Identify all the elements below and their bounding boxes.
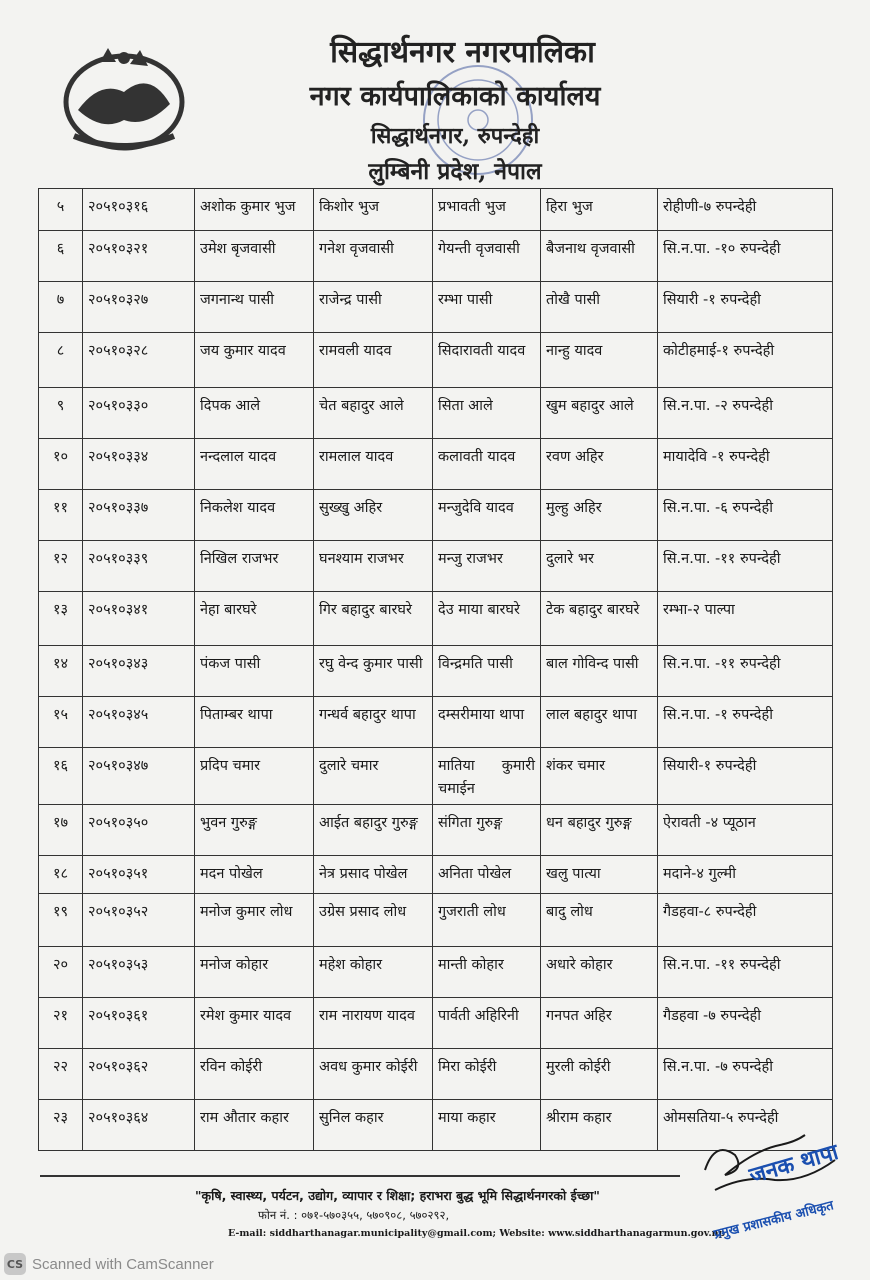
table-row [39,998,833,1049]
table-row [39,947,833,998]
cell-address: सि.न.पा. -६ रुपन्देही [658,490,833,541]
table-row [39,541,833,592]
cell-father: राजेन्द्र पासी [314,282,433,333]
footer-phone: फोन नं. : ०७१-५७०३५५, ५७०९०८, ५७०२९२, [258,1208,450,1222]
cell-id: २०५१०३४७ [83,748,195,805]
office-location: सिद्धार्थनगर, रुपन्देही [370,123,540,149]
table-row [39,894,833,947]
cell-address: सि.न.पा. -११ रुपन्देही [658,646,833,697]
cell-father: दुलारे चमार [314,748,433,805]
camscanner-logo-icon: CS [4,1253,26,1275]
cell-id: २०५१०३६४ [83,1100,195,1151]
cell-name: भुवन गुरुङ्ग [195,805,314,856]
cell-father: महेश कोहार [314,947,433,998]
cell-mother: विन्द्रमति पासी [433,646,541,697]
cell-id: २०५१०३४३ [83,646,195,697]
cell-grand: धन बहादुर गुरुङ्ग [541,805,658,856]
cell-sn: ९ [39,388,83,439]
cell-address: सि.न.पा. -१ रुपन्देही [658,697,833,748]
cell-grand: रवण अहिर [541,439,658,490]
cell-grand: हिरा भुज [541,189,658,231]
cell-grand: अधारे कोहार [541,947,658,998]
table-row [39,490,833,541]
cell-name: जय कुमार यादव [195,333,314,388]
cell-id: २०५१०३६२ [83,1049,195,1100]
cell-sn: १५ [39,697,83,748]
cell-mother: सिता आले [433,388,541,439]
cell-name: उमेश बृजवासी [195,231,314,282]
table-row [39,231,833,282]
cell-mother: कलावती यादव [433,439,541,490]
cell-address: कोटीहमाई-१ रुपन्देही [658,333,833,388]
cell-grand: श्रीराम कहार [541,1100,658,1151]
cell-name: नेहा बारघरे [195,592,314,646]
cell-name: प्रदिप चमार [195,748,314,805]
cell-address: रोहीणी-७ रुपन्देही [658,189,833,231]
cell-grand: दुलारे भर [541,541,658,592]
cell-name: निकलेश यादव [195,490,314,541]
cell-sn: १८ [39,856,83,894]
scanner-watermark [0,1248,214,1280]
cell-grand: तोखै पासी [541,282,658,333]
cell-id: २०५१०३३९ [83,541,195,592]
cell-mother: मान्ती कोहार [433,947,541,998]
cell-name: मनोज कोहार [195,947,314,998]
cell-sn: ११ [39,490,83,541]
cell-father: उग्रेस प्रसाद लोध [314,894,433,947]
cell-father: किशोर भुज [314,189,433,231]
cell-address: सि.न.पा. -७ रुपन्देही [658,1049,833,1100]
table-row [39,189,833,231]
table-row [39,805,833,856]
cell-grand: बैजनाथ वृजवासी [541,231,658,282]
cell-father: चेत बहादुर आले [314,388,433,439]
cell-address: ऐरावती -४ प्यूठान [658,805,833,856]
cell-address: रम्भा-२ पाल्पा [658,592,833,646]
cell-grand: बादु लोध [541,894,658,947]
cell-father: घनश्याम राजभर [314,541,433,592]
cell-name: दिपक आले [195,388,314,439]
cell-father: रामवली यादव [314,333,433,388]
cell-mother: पार्वती अहिरिनी [433,998,541,1049]
cell-grand: लाल बहादुर थापा [541,697,658,748]
cell-address: गैडहवा-८ रुपन्देही [658,894,833,947]
cell-sn: ५ [39,189,83,231]
cell-sn: २० [39,947,83,998]
cell-mother: प्रभावती भुज [433,189,541,231]
cell-father: गनेश वृजवासी [314,231,433,282]
cell-name: रमेश कुमार यादव [195,998,314,1049]
cell-address: सियारी -१ रुपन्देही [658,282,833,333]
cell-father: गन्धर्व बहादुर थापा [314,697,433,748]
cell-address: सियारी-१ रुपन्देही [658,748,833,805]
cell-id: २०५१०३२७ [83,282,195,333]
cell-sn: २२ [39,1049,83,1100]
cell-father: अवध कुमार कोईरी [314,1049,433,1100]
cell-sn: १६ [39,748,83,805]
table-row [39,1049,833,1100]
cell-sn: २१ [39,998,83,1049]
footer-motto: "कृषि, स्वास्थ्य, पर्यटन, उद्योग, व्यापार र शिक्षा; हराभरा बुद्ध भूमि सिद्धार्थनगरको ईच्छा" [195,1188,600,1203]
cell-name: रविन कोईरी [195,1049,314,1100]
cell-address: सि.न.पा. -२ रुपन्देही [658,388,833,439]
office-title: नगर कार्यपालिकाको कार्यालय [309,81,601,112]
table-row [39,697,833,748]
cell-id: २०५१०३५३ [83,947,195,998]
cell-grand: खुम बहादुर आले [541,388,658,439]
cell-address: गैडहवा -७ रुपन्देही [658,998,833,1049]
cell-name: मदन पोखेल [195,856,314,894]
cell-address: सि.न.पा. -११ रुपन्देही [658,541,833,592]
cell-sn: ६ [39,231,83,282]
cell-grand: खलु पात्या [541,856,658,894]
cell-mother: मिरा कोईरी [433,1049,541,1100]
province-line: लुम्बिनी प्रदेश, नेपाल [368,158,542,185]
cell-grand: मुल्हु अहिर [541,490,658,541]
cell-grand: टेक बहादुर बारघरे [541,592,658,646]
cell-mother: मातिया कुमारी चमाईन [433,748,541,805]
cell-mother: गुजराती लोध [433,894,541,947]
cell-mother: मन्जुदेवि यादव [433,490,541,541]
cell-id: २०५१०३४५ [83,697,195,748]
cell-mother: सिदारावती यादव [433,333,541,388]
cell-mother: गेयन्ती वृजवासी [433,231,541,282]
cell-id: २०५१०३५२ [83,894,195,947]
signatory-title: प्रमुख प्रशासकीय अधिकृत [712,1198,836,1243]
cell-name: मनोज कुमार लोध [195,894,314,947]
cell-sn: १९ [39,894,83,947]
cell-sn: ७ [39,282,83,333]
cell-grand: मुरली कोईरी [541,1049,658,1100]
cell-id: २०५१०३४१ [83,592,195,646]
cell-id: २०५१०३५० [83,805,195,856]
cell-name: पिताम्बर थापा [195,697,314,748]
table-row [39,646,833,697]
footer-divider [40,1175,680,1177]
cell-address: ओमसतिया-५ रुपन्देही [658,1100,833,1151]
cell-father: गिर बहादुर बारघरे [314,592,433,646]
cell-mother: रम्भा पासी [433,282,541,333]
cell-sn: १२ [39,541,83,592]
cell-address: सि.न.पा. -१० रुपन्देही [658,231,833,282]
cell-mother: मन्जु राजभर [433,541,541,592]
table-row [39,592,833,646]
cell-father: रामलाल यादव [314,439,433,490]
cell-name: नन्दलाल यादव [195,439,314,490]
cell-name: जगनान्थ पासी [195,282,314,333]
cell-address: मायादेवि -१ रुपन्देही [658,439,833,490]
cell-id: २०५१०३२१ [83,231,195,282]
cell-grand: नान्हु यादव [541,333,658,388]
cell-name: राम औतार कहार [195,1100,314,1151]
table-row [39,333,833,388]
cell-sn: १४ [39,646,83,697]
cell-address: मदाने-४ गुल्मी [658,856,833,894]
cell-sn: १७ [39,805,83,856]
cell-father: रघु वेन्द कुमार पासी [314,646,433,697]
cell-id: २०५१०३३० [83,388,195,439]
cell-grand: शंकर चमार [541,748,658,805]
cell-mother: माया कहार [433,1100,541,1151]
signatory-name: जनक थापा [746,1139,842,1190]
cell-address: सि.न.पा. -११ रुपन्देही [658,947,833,998]
cell-sn: १० [39,439,83,490]
table-row [39,856,833,894]
table-row [39,388,833,439]
cell-id: २०५१०३६१ [83,998,195,1049]
cell-father: राम नारायण यादव [314,998,433,1049]
cell-id: २०५१०३२८ [83,333,195,388]
cell-mother: देउ माया बारघरे [433,592,541,646]
cell-mother: दम्सरीमाया थापा [433,697,541,748]
municipality-title: सिद्धार्थनगर नगरपालिका [330,35,595,70]
table-row [39,439,833,490]
cell-sn: २३ [39,1100,83,1151]
table-row [39,282,833,333]
cell-mother: संगिता गुरुङ्ग [433,805,541,856]
cell-father: नेत्र प्रसाद पोखेल [314,856,433,894]
cell-grand: गनपत अहिर [541,998,658,1049]
cell-name: पंकज पासी [195,646,314,697]
cell-sn: १३ [39,592,83,646]
cell-grand: बाल गोविन्द पासी [541,646,658,697]
cell-mother: अनिता पोखेल [433,856,541,894]
cell-id: २०५१०३३७ [83,490,195,541]
table-row [39,748,833,805]
cell-name: निखिल राजभर [195,541,314,592]
beneficiary-table [38,188,833,1151]
cell-id: २०५१०३३४ [83,439,195,490]
cell-name: अशोक कुमार भुज [195,189,314,231]
cell-id: २०५१०३१६ [83,189,195,231]
cell-father: सुख्खु अहिर [314,490,433,541]
cell-father: सुनिल कहार [314,1100,433,1151]
footer-email-website: E-mail: siddharthanagar.municipality@gmail.com; Website: www.siddharthanagarmun.gov.np [228,1228,726,1239]
scanner-text: Scanned with CamScanner [32,1255,214,1273]
cell-father: आईत बहादुर गुरुङ्ग [314,805,433,856]
cell-id: २०५१०३५१ [83,856,195,894]
cell-sn: ८ [39,333,83,388]
